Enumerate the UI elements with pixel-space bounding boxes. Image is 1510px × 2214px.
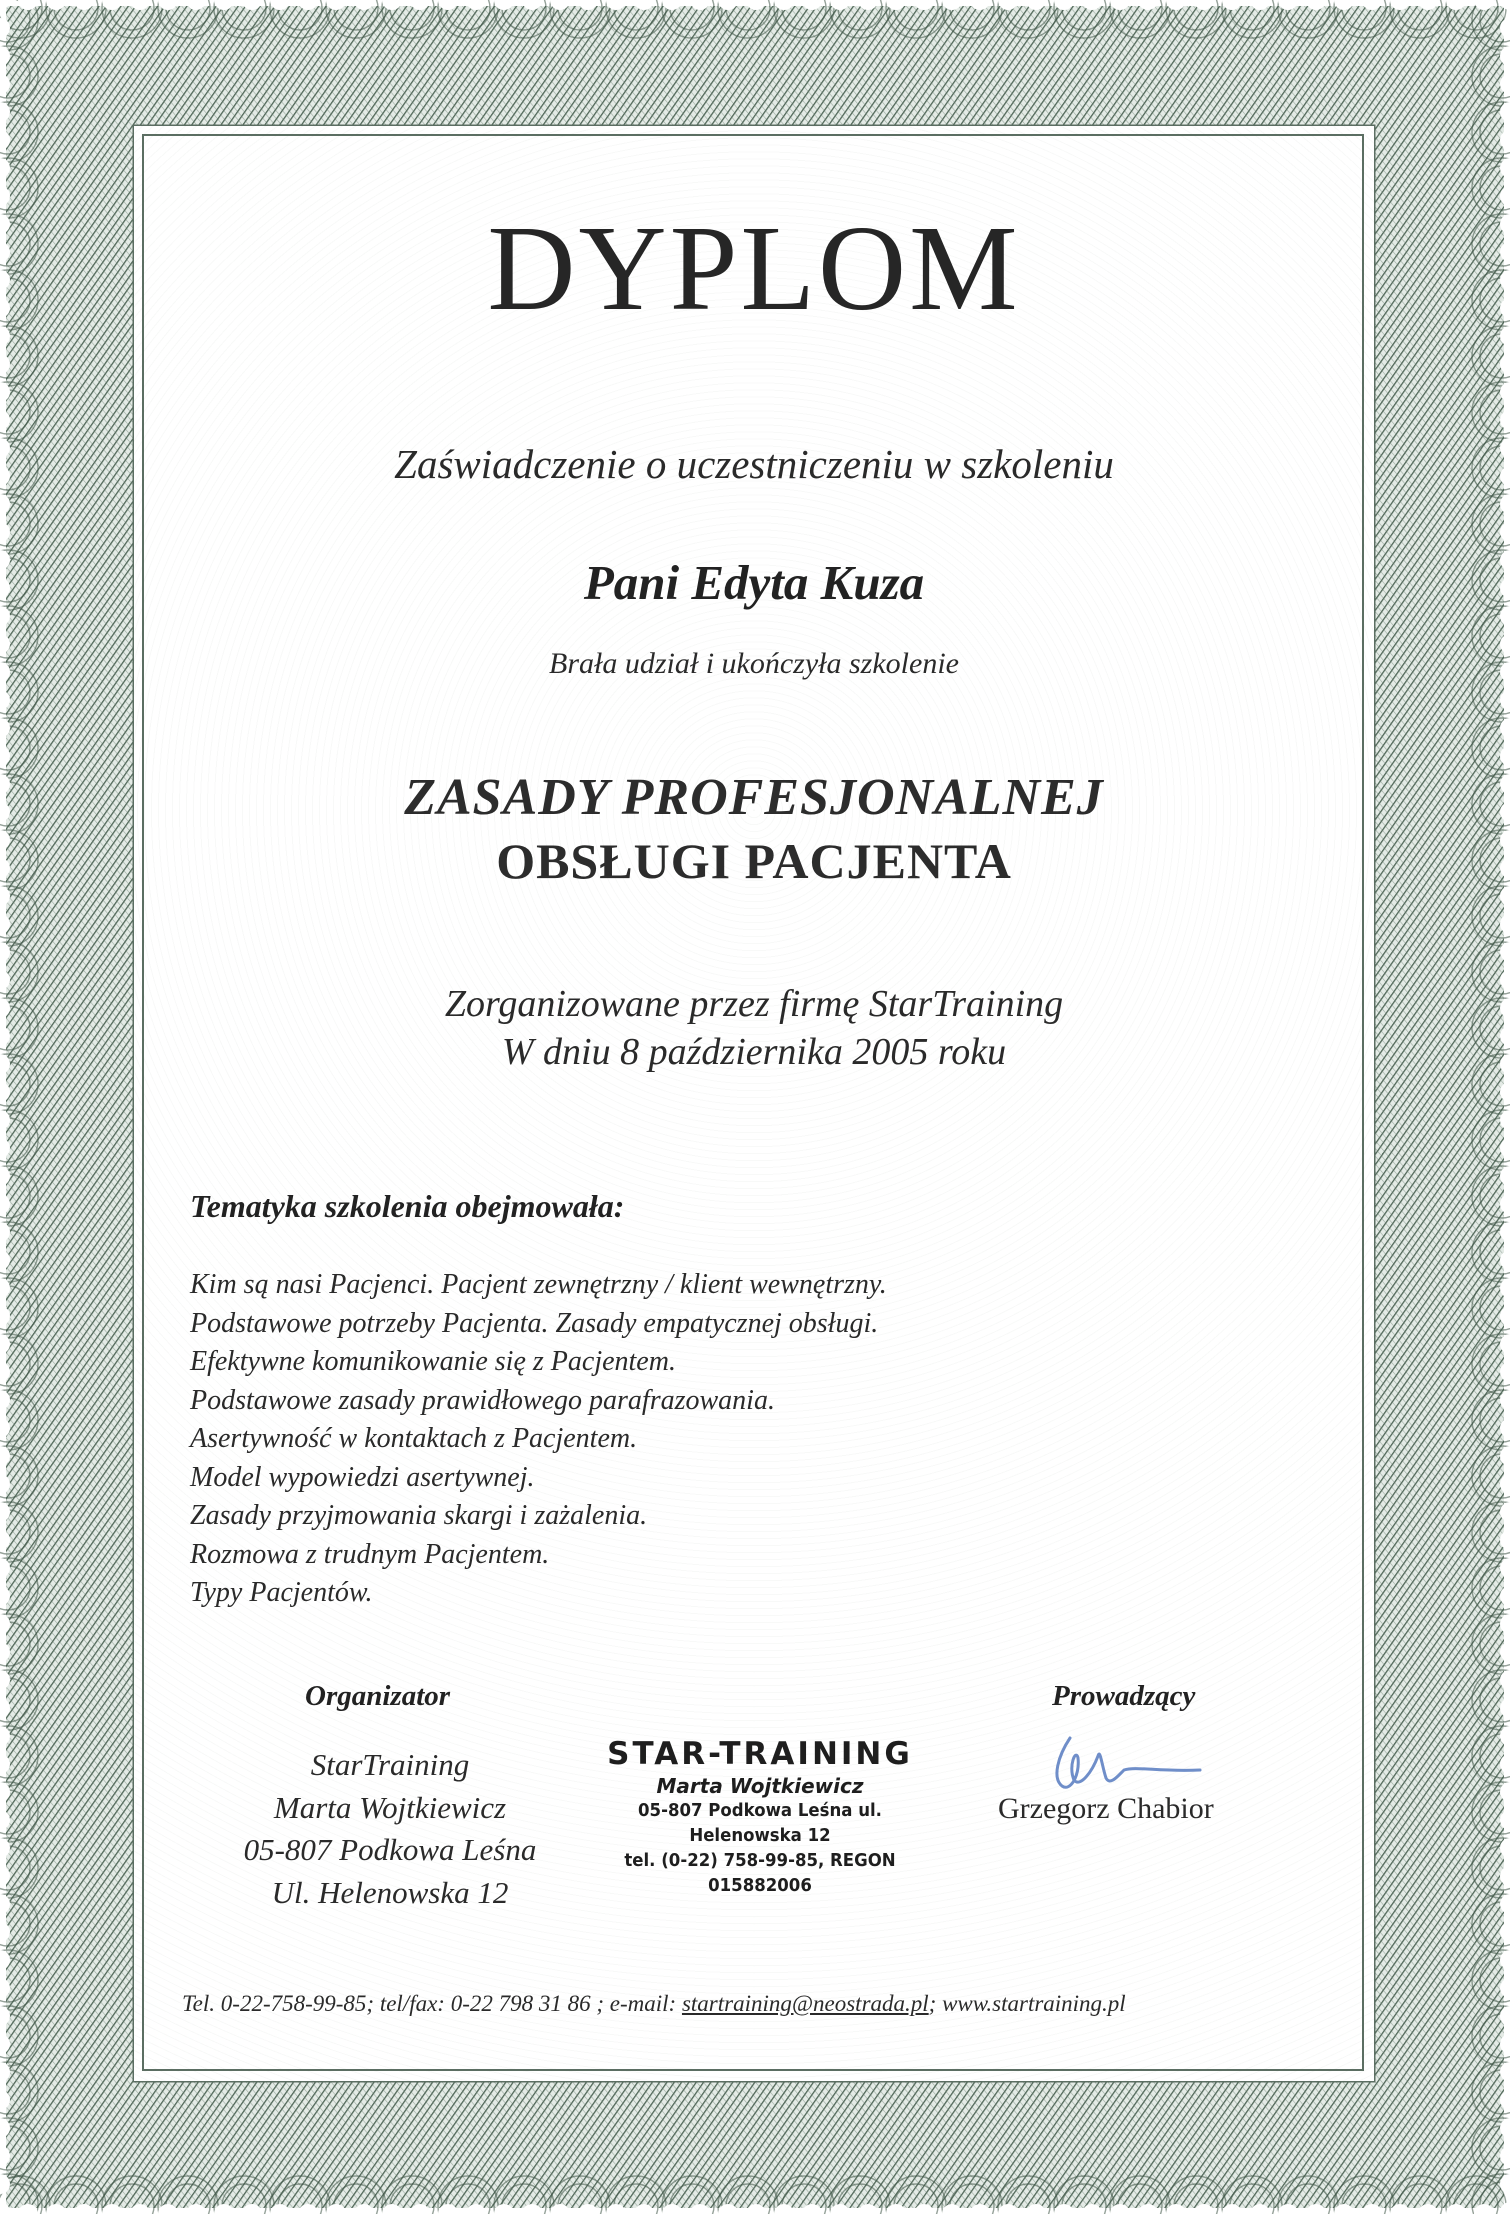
topics-list bbox=[190, 1266, 887, 1613]
organizer-address bbox=[195, 1744, 585, 1914]
stamp-owner: Marta Wojtkiewicz bbox=[656, 1774, 864, 1798]
organized-by-text: Zorganizowane przez firmę StarTraining bbox=[444, 983, 1064, 1025]
organizer-line: 05-807 Podkowa Leśna bbox=[243, 1832, 537, 1867]
topic-item: Podstawowe zasady prawidłowego parafrazowania. bbox=[190, 1384, 775, 1416]
contact-footer bbox=[182, 1991, 1126, 2017]
organizer-line: StarTraining bbox=[310, 1747, 470, 1782]
stamp-address: 05-807 Podkowa Leśna ul. Helenowska 12 bbox=[638, 1800, 882, 1846]
participation-text: Brała udział i ukończyła szkolenie bbox=[549, 647, 959, 680]
course-title-line-2: OBSŁUGI PACJENTA bbox=[496, 833, 1012, 889]
topic-item: Rozmowa z trudnym Pacjentem. bbox=[190, 1538, 550, 1570]
course-date: W dniu 8 października 2005 roku bbox=[501, 1031, 1007, 1073]
topic-item: Zasady przyjmowania skargi i zażalenia. bbox=[190, 1500, 648, 1531]
company-stamp bbox=[580, 1736, 940, 1898]
footer-website[interactable]: ; www.startraining.pl bbox=[928, 1991, 1126, 2016]
diploma-title: DYPLOM bbox=[487, 201, 1021, 336]
stamp-contact: tel. (0-22) 758-99-85, REGON 015882006 bbox=[624, 1850, 896, 1896]
topic-item: Model wypowiedzi asertywnej. bbox=[190, 1461, 535, 1493]
organizer-line: Marta Wojtkiewicz bbox=[273, 1789, 507, 1825]
topic-item: Podstawowe potrzeby Pacjenta. Zasady empatycznej obsługi. bbox=[190, 1307, 879, 1339]
email-link[interactable]: startraining@neostrada.pl bbox=[681, 1991, 929, 2016]
topic-item: Kim są nasi Pacjenci. Pacjent zewnętrzny / klient wewnętrzny. bbox=[190, 1269, 887, 1300]
footer-phones: Tel. 0-22-758-99-85; tel/fax: 0-22 798 31 86 ; e-mail: bbox=[182, 1991, 682, 2016]
organizer-line: Ul. Helenowska 12 bbox=[271, 1874, 509, 1910]
recipient-name: Pani Edyta Kuza bbox=[583, 555, 925, 610]
course-title-line-1: ZASADY PROFESJONALNEJ bbox=[404, 769, 1104, 826]
lead-heading: Prowadzący bbox=[1052, 1680, 1196, 1712]
signature-image bbox=[1040, 1726, 1220, 1796]
lead-name: Grzegorz Chabior bbox=[998, 1792, 1214, 1825]
topic-item: Efektywne komunikowanie się z Pacjentem. bbox=[190, 1346, 676, 1377]
stamp-company: STAR-TRAINING bbox=[607, 1736, 913, 1772]
diploma-subtitle: Zaświadczenie o uczestniczeniu w szkoleniu bbox=[394, 441, 1114, 487]
organizer-heading: Organizator bbox=[305, 1680, 451, 1712]
topic-item: Asertywność w kontaktach z Pacjentem. bbox=[190, 1423, 638, 1454]
topics-heading: Tematyka szkolenia obejmowała: bbox=[190, 1188, 625, 1224]
topic-item: Typy Pacjentów. bbox=[190, 1577, 373, 1608]
